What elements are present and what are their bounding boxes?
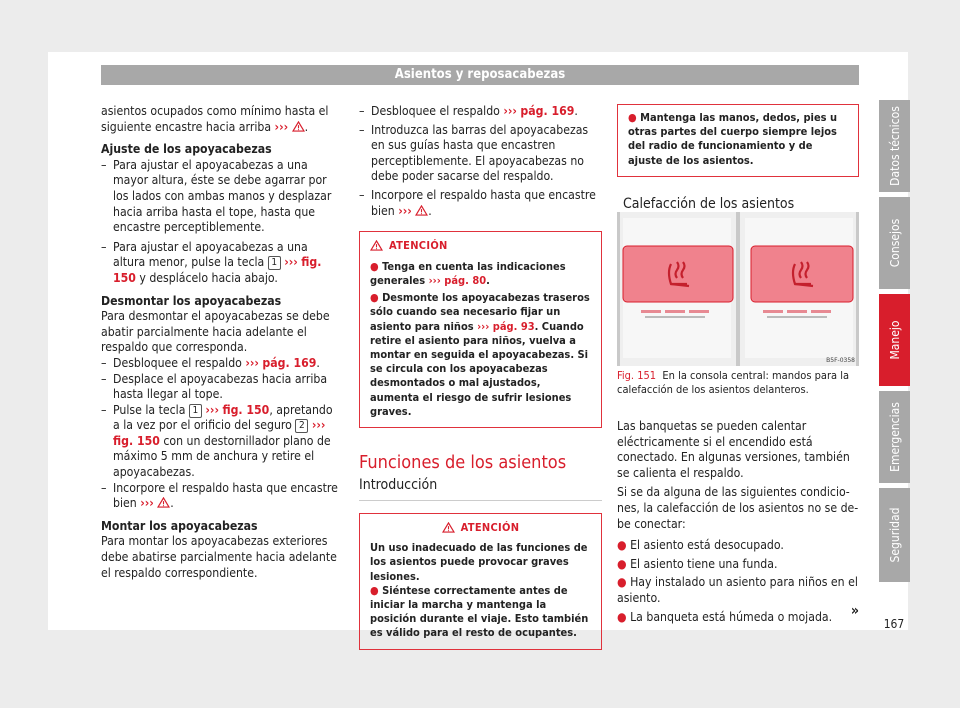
figure-151 — [617, 212, 859, 366]
warning-item: ● Siéntese correctamente antes de iniciar la marcha y mantenga la posición durante el viaje. Esto también es válido para el resto de ocupantes. — [370, 583, 589, 640]
page-169-link[interactable]: pág. 169 — [262, 355, 317, 370]
key-number-badge: 1 — [268, 256, 281, 270]
key-number-badge: 1 — [189, 404, 202, 418]
list-item: – Incorpore el respaldo hasta que encastre bien ››› . — [101, 480, 338, 511]
column-1 — [101, 104, 341, 581]
page-80-link[interactable]: pág. 80 — [444, 273, 487, 287]
warning-box — [359, 231, 602, 428]
tab-consejos[interactable]: Consejos — [879, 197, 910, 289]
paragraph: Si se da alguna de las siguientes condiciones, la calefacción de los asientos no se debe conectar: — [617, 485, 859, 531]
warning-label: ATENCIÓN — [460, 520, 520, 534]
warning-item: Un uso inadecuado de las funciones de los asientos puede provocar graves lesiones. — [370, 541, 588, 583]
column-3-lower — [617, 369, 859, 625]
fig-150-link[interactable]: fig. 150 — [113, 255, 322, 285]
figure-code: B5F-0358 — [826, 357, 855, 364]
section-title: Funciones de los asientos — [359, 451, 567, 473]
list-item: – Desbloquee el respaldo ››› pág. 169. — [359, 104, 578, 118]
list-item: ● El asiento está desocupado. — [617, 538, 784, 553]
warning-item: ● Desmonte los apoyacabezas traseros sólo cuando sea necesario fijar un asiento para niños ››› pág. 93. Cuando retire el asiento para niños, vuelva a montar en seguida el apoyacabezas. Si se circula con los apoyacabezas desmontados o mal ajustados, aumenta el riesgo de sufrir lesiones graves. — [370, 291, 590, 418]
heading-desmontar: Desmontar los apoyacabezas — [101, 293, 282, 308]
fig-150-link[interactable]: fig. 150 — [222, 402, 270, 417]
paragraph: Para montar los apoyacabezas exteriores debe abatirse parcialmente hacia adelante el respaldo correspondiente. — [101, 534, 337, 580]
heading-calefaccion: Calefacción de los asientos — [623, 195, 795, 212]
list-item: ● Hay instalado un asiento para niños en el asiento. — [617, 575, 858, 605]
list-item: ● El asiento tiene una funda. — [617, 556, 778, 571]
page-169-link[interactable]: pág. 169 — [520, 104, 575, 118]
tab-datos-tecnicos[interactable]: Datos técnicos — [879, 100, 910, 192]
paragraph: Para desmontar el apoyacabezas se debe abatir parcialmente hacia adelante el respaldo que corresponda. — [101, 309, 330, 355]
fig-150-link[interactable]: fig. 150 — [113, 433, 160, 448]
list-item: – Desplace el apoyacabezas hacia arriba hasta llegar al tope. — [101, 371, 328, 402]
heading-montar: Montar los apoyacabezas — [101, 518, 258, 533]
list-item: – Introduzca las barras del apoyacabezas en sus guías hasta que encastren perceptiblemente. El apoyacabezas no debe poder sacarse del respaldo. — [359, 122, 589, 184]
warning-item: ● Tenga en cuenta las indicaciones generales ››› pág. 80. — [370, 259, 566, 287]
list-item: – Desbloquee el respaldo ››› pág. 169. — [101, 355, 320, 370]
warning-box — [359, 513, 602, 650]
figure-caption: Fig. 151 En la consola central: mandos para la calefacción de los asientos delanteros. — [617, 369, 850, 396]
list-item: – Pulse la tecla 1 ››› fig. 150, apretando a la vez por el orificio del seguro 2 ››› fig. 150 con un destornillador plano de máximo 5 mm de anchura y retire el apoyacabezas. — [101, 402, 333, 480]
paragraph: Las banquetas se pueden calentar eléctricamente si el encendido está conectado. En algunas versiones, también se calienta el respaldo. — [617, 419, 850, 480]
key-number-badge: 2 — [295, 419, 308, 433]
warning-icon — [415, 205, 428, 216]
section-subtitle: Introducción — [359, 476, 438, 493]
header-title: Asientos y reposacabezas — [394, 67, 566, 82]
warning-icon — [370, 240, 383, 251]
warning-icon — [442, 522, 455, 533]
list-item: – Para ajustar el apoyacabezas a una altura menor, pulse la tecla 1 ››› fig. 150 y desplácelo hacia abajo. — [101, 239, 322, 285]
tab-manejo[interactable]: Manejo — [879, 294, 910, 386]
page-93-link[interactable]: pág. 93 — [492, 319, 535, 333]
warning-icon — [292, 121, 305, 132]
warning-icon — [157, 497, 170, 508]
tab-emergencias[interactable]: Emergencias — [879, 391, 910, 483]
list-item: ● La banqueta está húmeda o mojada. » — [617, 602, 859, 624]
column-3 — [617, 104, 859, 219]
heading-ajuste: Ajuste de los apoyacabezas — [101, 142, 272, 157]
continued-marker: » — [850, 602, 859, 619]
seat-heating-controls-illustration — [617, 212, 859, 366]
tab-seguridad[interactable]: Seguridad — [879, 488, 910, 582]
warning-item: ● Mantenga las manos, dedos, pies u otras partes del cuerpo siempre lejos del radio de funcionamiento y de ajuste de los asientos. — [628, 111, 838, 167]
list-item: – Incorpore el respaldo hasta que encastre bien ››› . — [359, 187, 596, 218]
page-header — [101, 65, 859, 85]
list-item: – Para ajustar el apoyacabezas a una mayor altura, éste se debe agarrar por los lados con ambas manos y desplazar hacia arriba hasta el tope, hasta que encastre perceptiblemente. — [101, 157, 332, 235]
intro-paragraph: asientos ocupados como mínimo hasta el siguiente encastre hacia arriba ››› . — [101, 104, 329, 134]
column-2 — [359, 104, 602, 650]
warning-box-continued — [617, 104, 859, 177]
warning-label: ATENCIÓN — [389, 239, 448, 253]
page-number: 167 — [883, 617, 905, 631]
